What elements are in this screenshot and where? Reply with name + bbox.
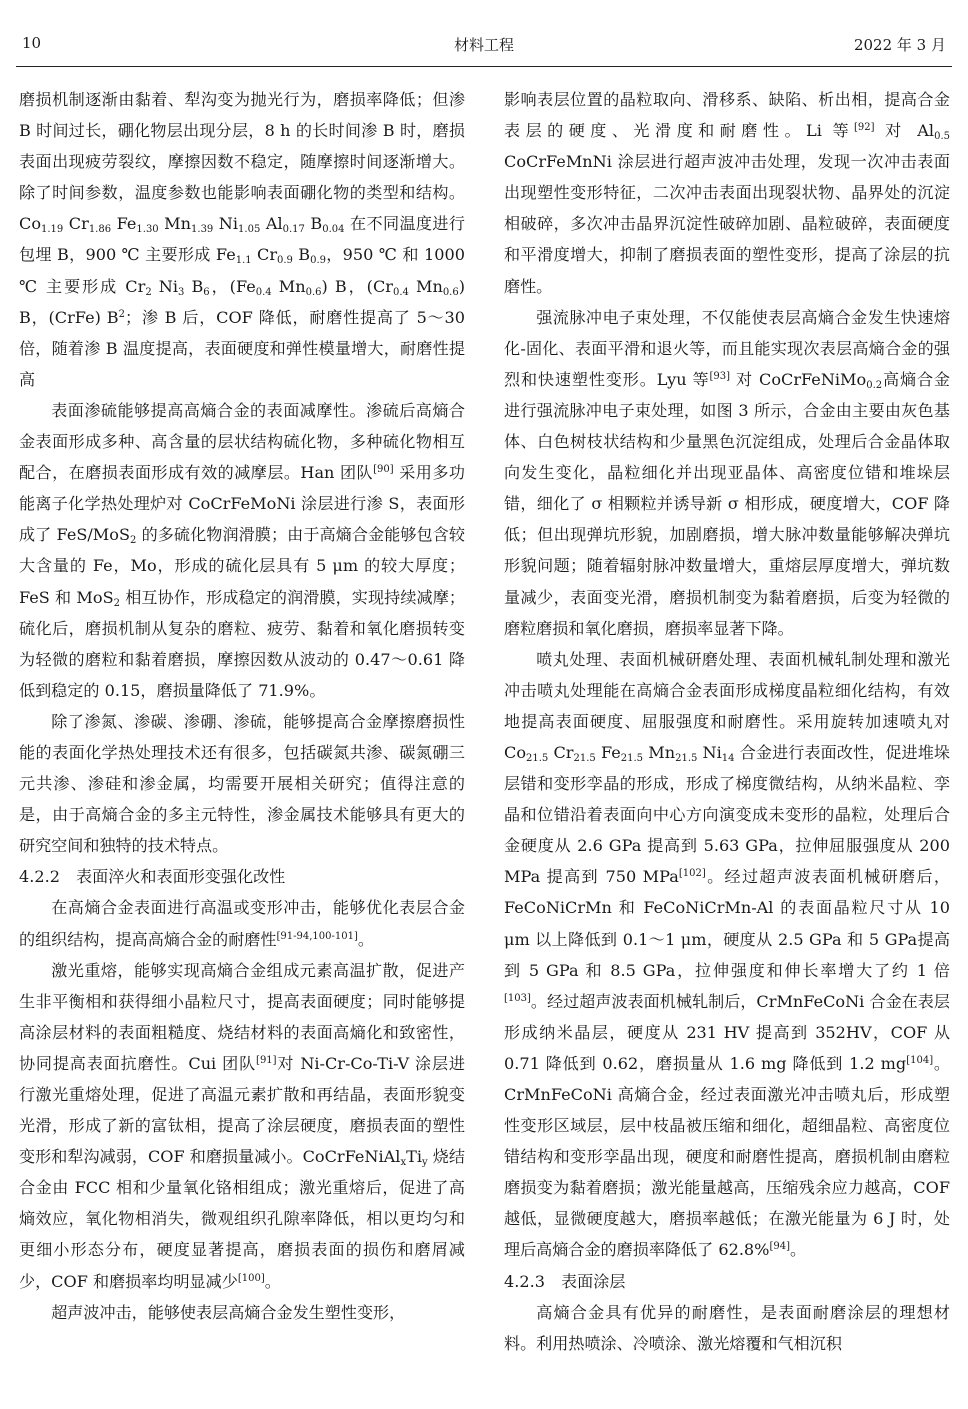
paragraph-ultrasonic-cont: 影响表层位置的晶粒取向、滑移系、缺陷、析出相，提高合金表层的硬度、光滑度和耐磨性。Li 等[92] 对 $Al_{0.5}$ CoCrFeMnNi 涂层进行超声波冲击处理，发现一次冲击表面出现塑性变形特征，二次冲击表面出现裂状物、晶界处的沉淀相破碎，多次冲击晶界沉淀性破碎加剧、晶粒破碎，表面硬度和平滑度增大，抑制了磨损表面的塑性变形，提高了涂层的抗磨性。	[504, 90, 950, 296]
page-number: 10	[22, 34, 42, 52]
paragraph-electron-beam: 强流脉冲电子束处理，不仅能使表层高熵合金发生快速熔化-固化、表面平滑和退火等，而且能实现次表层高熵合金的强烈和快速塑性变形。Lyu 等[93] 对 CoCrFeNiMo$_{0.2}$高熵合金进行强流脉冲电子束处理，如图 3 所示，合金由主要由灰色基体、白色树枝状结构和少量黑色沉淀组成，处理后合金晶体取向发生变化，晶粒细化并出现亚晶体、高密度位错和堆垛层错，细化了 σ 相颗粒并诱导新 σ 相形成，硬度增大，COF 降低；但出现弹坑形貌，加剧磨损，增大脉冲数量能够解决弹坑形貌问题；随着辐射脉冲数量增大，重熔层厚度增大，弹坑数量减少，表面变光滑，磨损机制变为黏着磨损，后变为轻微的磨粒磨损和氧化磨损，磨损率显著下降。	[504, 307, 950, 638]
issue-date: 2022 年 3 月	[853, 36, 946, 54]
right-column	[504, 84, 950, 1404]
paragraph-boriding-temperature: 磨损机制逐渐由黏着、犁沟变为抛光行为，磨损率降低；但渗 B 时间过长，硼化物层出现分层，8 h 的长时间渗 B 时，磨损表面出现疲劳裂纹，摩擦因数不稳定，随摩擦时间逐渐增大。除了时间参数，温度参数也能影响表面硼化物的类型和结构。$Co_{1.19}$ $Cr_{1.86}$ $Fe_{1.30}$ $Mn_{1.39}$ $Ni_{1.05}$ $Al_{0.17}$ $B_{0.04}$ 在不同温度进行包埋 B，900 ℃ 主要形成 $Fe_{1.1}$ $Cr_{0.9}$ $B_{0.9}$，950 ℃ 和 1000 ℃ 主要形成 $Cr_2$ $Ni_3$ $B_6$，($Fe_{0.4}$ $Mn_{0.6}$) B，($Cr_{0.4}$ $Mn_{0.6}$) B，(CrFe) $B^2$；渗 B 后，COF 降低，耐磨性提高了 5～30 倍，随着渗 B 温度提高，表面硬度和弹性模量增大，耐磨性提高	[19, 90, 465, 389]
section-heading-4-2-2: 4.2.2 表面淬火和表面形变强化改性	[19, 867, 286, 887]
left-column	[19, 84, 465, 1404]
paragraph-other-treatments: 除了渗氮、渗碳、渗硼、渗硫，能够提高合金摩擦磨损性能的表面化学热处理技术还有很多，包括碳氮共渗、碳氮硼三元共渗、渗硅和渗金属，均需要开展相关研究；值得注意的是，由于高熵合金的多主元特性，渗金属技术能够具有更大的研究空间和独特的技术特点。	[19, 711, 465, 856]
paragraph-shot-peening: 喷丸处理、表面机械研磨处理、表面机械轧制处理和激光冲击喷丸处理能在高熵合金表面形成梯度晶粒细化结构，有效地提高表面硬度、屈服强度和耐磨性。采用旋转加速喷丸对 $Co_{21.5}$ $Cr_{21.5}$ $Fe_{21.5}$ $Mn_{21.5}$ $Ni_{14}$ 合金进行表面改性，促进堆垛层错和变形孪晶的形成，形成了梯度微结构，从纳米晶粒、孪晶和位错沿着表面向中心方向演变成未变形的晶粒，处理后合金硬度从 2.6 GPa 提高到 5.63 GPa，拉伸屈服强度从 200 MPa 提高到 750 MPa[102]。经过超声波表面机械研磨后，FeCoNiCrMn 和 FeCoNiCrMn-Al 的表面晶粒尺寸从 10 μm 以上降低到 0.1～1 μm，硬度从 2.5 GPa 和 5 GPa提高到 5 GPa 和 8.5 GPa，拉伸强度和伸长率增大了约 1 倍[103]。经过超声波表面机械轧制后，CrMnFeCoNi 合金在表层形成纳米晶层，硬度从 231 HV 提高到 352HV，COF 从 0.71 降低到 0.62，磨损量从 1.6 mg 降低到 1.2 mg[104]。CrMnFeCoNi 高熵合金，经过表面激光冲击喷丸后，形成塑性变形区域层，层中枝晶被压缩和细化，超细晶粒、高密度位错结构和变形孪晶出现，硬度和耐磨性提高，磨损机制由磨粒磨损变为黏着磨损；激光能量越高，压缩残余应力越高，COF 越低，显微硬度越大，磨损率越低；在激光能量为 6 J 时，处理后高熵合金的磨损率降低了 62.8%[94]。	[504, 649, 950, 1260]
paragraph-ultrasonic-start: 超声波冲击，能够使表层高熵合金发生塑性变形，	[51, 1302, 406, 1322]
journal-name: 材料工程	[453, 36, 514, 54]
section-heading-4-2-3: 4.2.3 表面涂层	[504, 1271, 626, 1291]
paragraph-sulfurizing: 表面渗硫能够提高高熵合金的表面减摩性。渗硫后高熵合金表面形成多种、高含量的层状结构硫化物，多种硫化物相互配合，在磨损表面形成有效的减摩层。Han 团队[90] 采用多功能离子化学热处理炉对 CoCrFeMoNi 涂层进行渗 S，表面形成了 FeS/MoS$_2$ 的多硫化物润滑膜；由于高熵合金能够包含较大含量的 Fe，Mo，形成的硫化层具有 5 μm 的较大厚度；FeS 和 MoS$_2$ 相互协作，形成稳定的润滑膜，实现持续减摩；硫化后，磨损机制从复杂的磨粒、疲劳、黏着和氧化磨损转变为轻微的磨粒和黏着磨损，摩擦因数从波动的 0.47～0.61 降低到稳定的 0.15，磨损量降低了 71.9%。	[19, 400, 465, 700]
paragraph-coatings: 高熵合金具有优异的耐磨性，是表面耐磨涂层的理想材料。利用热喷涂、冷喷涂、激光熔覆和气相沉积	[504, 1302, 950, 1353]
running-header	[22, 34, 946, 60]
paragraph-laser-remelting: 激光重熔，能够实现高熵合金组成元素高温扩散，促进产生非平衡相和获得细小晶粒尺寸，提高表面硬度；同时能够提高涂层材料的表面粗糙度、烧结材料的表面高熵化和致密性，协同提高表面抗磨性。Cui 团队[91]对 Ni-Cr-Co-Ti-V 涂层进行激光重熔处理，促进了高温元素扩散和再结晶，表面形貌变光滑，形成了新的富钛相，提高了涂层硬度，磨损表面的塑性变形和犁沟减弱，COF 和磨损量减小。$CoCrFeNiAl_xTi_y$ 烧结合金由 FCC 相和少量氧化铬相组成；激光重熔后，促进了高熵效应，氧化物相消失，微观组织孔隙率降低，相以更均匀和更细小形态分布，硬度显著提高，磨损表面的损伤和磨屑减少，COF 和磨损率均明显减少[100]。	[19, 960, 465, 1291]
paragraph-quenching-intro: 在高熵合金表面进行高温或变形冲击，能够优化表层合金的组织结构，提高高熵合金的耐磨性[91-94,100-101]。	[19, 898, 465, 949]
header-rule	[16, 66, 952, 67]
